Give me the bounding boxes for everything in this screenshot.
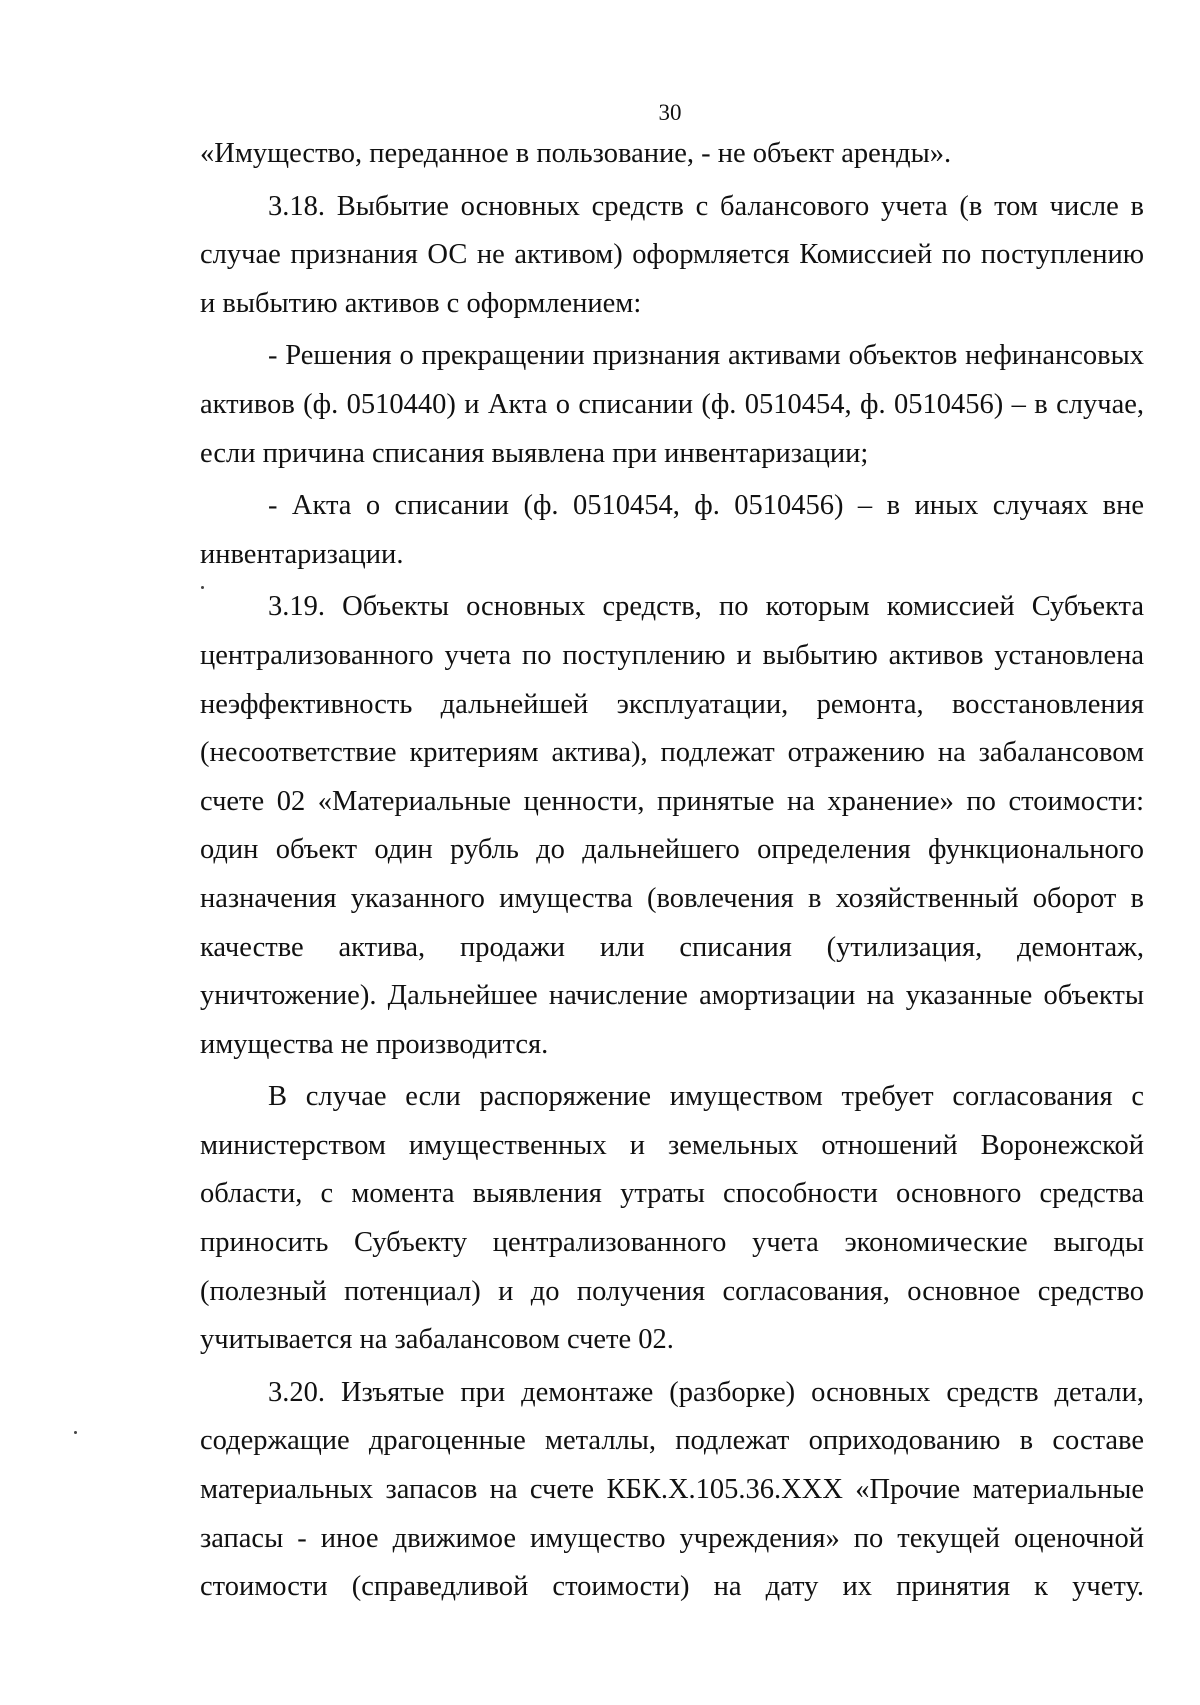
paragraph-3-20: 3.20. Изъятые при демонтаже (разборке) основных средств детали, содержащие драгоценные металлы, подлежат оприходованию в составе материальных запасов на счете КБК.Х.105.36.ХХХ «Прочие материальные запасы - иное движимое имущество учреждения» по текущей оценочной стоимости (справедливой стоимости) на дату их принятия к учету.	[200, 1376, 1144, 1603]
page-number: 30	[658, 100, 682, 125]
paragraph-approval-case: В случае если распоряжение имуществом требует согласования с министерством имущественных и земельных отношений Воронежской области, с момента выявления утраты способности основного средства приносить Субъекту централизованного учета экономические выгоды (полезный потенциал) и до получения согласования, основное средство учитывается на забалансовом счете 02.	[200, 1081, 1144, 1356]
document-body	[200, 130, 1144, 1612]
scan-artifact-dot	[74, 1431, 77, 1434]
scan-artifact-dot	[201, 586, 204, 589]
paragraph-3-19: 3.19. Объекты основных средств, по которым комиссией Субъекта централизованного учета по поступлению и выбытию активов установлена неэффективность дальнейшей эксплуатации, ремонта, восстановления (несоответствие критериям актива), подлежат отражению на забалансовом счете 02 «Материальные ценности, принятые на хранение» по стоимости: один объект один рубль до дальнейшего определения функционального назначения указанного имущества (вовлечения в хозяйственный оборот в качестве актива, продажи или списания (утилизация, демонтаж, уничтожение). Дальнейшее начисление амортизации на указанные объекты имущества не производится.	[200, 591, 1144, 1060]
paragraph-3-18: 3.18. Выбытие основных средств с балансового учета (в том числе в случае признания ОС не активом) оформляется Комиссией по поступлению и выбытию активов с оформлением:	[200, 190, 1144, 319]
paragraph-list-item-act: - Акта о списании (ф. 0510454, ф. 0510456) – в иных случаях вне инвентаризации.	[200, 490, 1144, 570]
paragraph-list-item-decision: - Решения о прекращении признания активами объектов нефинансовых активов (ф. 0510440) и Акта о списании (ф. 0510454, ф. 0510456) – в случае, если причина списания выявлена при инвентаризации;	[200, 340, 1144, 469]
paragraph-continuation: «Имущество, переданное в пользование, - не объект аренды».	[200, 138, 952, 169]
